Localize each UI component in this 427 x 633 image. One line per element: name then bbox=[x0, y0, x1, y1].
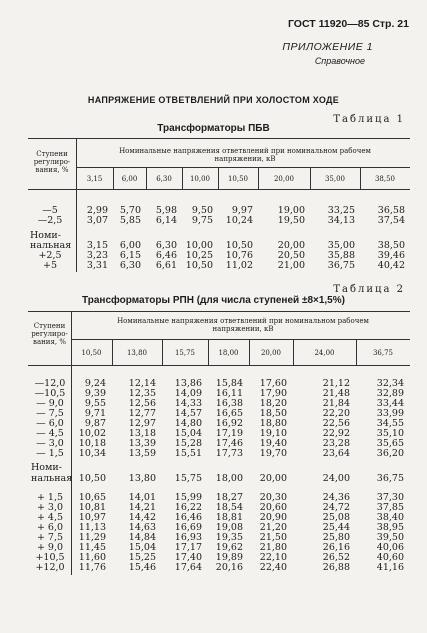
table2-row-label: + 6,0 bbox=[36, 522, 64, 533]
table1-row-label: +5 bbox=[42, 260, 57, 271]
table2-cell: 35,10 bbox=[376, 428, 404, 439]
table2-cell: 38,40 bbox=[376, 512, 404, 523]
table2-cell: 16,93 bbox=[174, 532, 202, 543]
table2-cell: 16,69 bbox=[174, 522, 202, 533]
table2-cell: 10,18 bbox=[78, 438, 106, 449]
table1-column-header: 38,50 bbox=[374, 175, 396, 183]
table2-column-header: 10,50 bbox=[81, 349, 102, 357]
table1-row-label: Номи- bbox=[30, 230, 61, 241]
table1-cell: 6,46 bbox=[155, 250, 177, 261]
table1-row-label: +2,5 bbox=[38, 250, 62, 261]
table1-cell: 10,50 bbox=[185, 260, 213, 271]
table2-cell: 18,00 bbox=[215, 473, 243, 484]
table2-cell: 17,73 bbox=[215, 448, 243, 459]
table2-cell: 12,14 bbox=[128, 378, 156, 389]
table2-cell: 17,60 bbox=[259, 378, 287, 389]
table2-cell: 21,84 bbox=[322, 398, 350, 409]
table2-cell: 36,75 bbox=[376, 473, 404, 484]
table1-cell: 2,99 bbox=[86, 205, 108, 216]
table2-cell: 22,10 bbox=[259, 552, 287, 563]
table2-cell: 18,20 bbox=[259, 398, 287, 409]
table1-row-label: —2,5 bbox=[37, 215, 63, 226]
table1-span-header: Номинальные напряжения ответвлений при номинальном рабочем напряжении, кВ bbox=[119, 147, 371, 163]
table2-row-label: + 1,5 bbox=[36, 492, 64, 503]
table2-label: Таблица 2 bbox=[333, 284, 405, 295]
table2-cell: 32,34 bbox=[376, 378, 404, 389]
table2-title: Трансформаторы РПН (для числа ступеней ±8×1,5%) bbox=[82, 295, 345, 306]
table2-cell: 14,21 bbox=[128, 502, 156, 513]
table2-cell: 20,60 bbox=[259, 502, 287, 513]
table2-row-label: + 9,0 bbox=[36, 542, 64, 553]
table2-cell: 13,59 bbox=[128, 448, 156, 459]
table2-cell: 13,39 bbox=[128, 438, 156, 449]
table2-cell: 16,46 bbox=[174, 512, 202, 523]
table2-cell: 17,17 bbox=[174, 542, 202, 553]
table2-cell: 34,55 bbox=[376, 418, 404, 429]
table1-row-header: Ступени регулиро- вания, % bbox=[33, 150, 71, 174]
table1-cell: 34,13 bbox=[327, 215, 355, 226]
table2-cell: 12,77 bbox=[128, 408, 156, 419]
table1-title: Трансформаторы ПБВ bbox=[157, 123, 270, 134]
table1-cell: 6,14 bbox=[155, 215, 177, 226]
table2-cell: 10,02 bbox=[78, 428, 106, 439]
table2-cell: 14,01 bbox=[128, 492, 156, 503]
table2-cell: 26,52 bbox=[322, 552, 350, 563]
table2-cell: 25,44 bbox=[322, 522, 350, 533]
table2-cell: 11,76 bbox=[78, 562, 106, 573]
table2-cell: 18,54 bbox=[215, 502, 243, 513]
table2-cell: 15,28 bbox=[174, 438, 202, 449]
table1-cell: 6,30 bbox=[119, 260, 141, 271]
table2-cell: 11,13 bbox=[78, 522, 106, 533]
table2-column-header: 24,00 bbox=[314, 349, 335, 357]
table2-cell: 13,18 bbox=[128, 428, 156, 439]
table2-row-label: — 4,5 bbox=[36, 428, 64, 439]
table2-cell: 23,64 bbox=[322, 448, 350, 459]
table2-cell: 13,80 bbox=[128, 473, 156, 484]
table1-label: Таблица 1 bbox=[333, 114, 405, 125]
table1-cell: 20,50 bbox=[277, 250, 305, 261]
table2-cell: 20,90 bbox=[259, 512, 287, 523]
table2-cell: 22,40 bbox=[259, 562, 287, 573]
table2-cell: 22,92 bbox=[322, 428, 350, 439]
table2-cell: 11,45 bbox=[78, 542, 106, 553]
table2-cell: 15,84 bbox=[215, 378, 243, 389]
table2-cell: 15,75 bbox=[174, 473, 202, 484]
table2-cell: 24,72 bbox=[322, 502, 350, 513]
table1-cell: 19,00 bbox=[277, 205, 305, 216]
table2-cell: 21,80 bbox=[259, 542, 287, 553]
table1-column-header: 3,15 bbox=[86, 175, 103, 183]
table1-cell: 3,31 bbox=[86, 260, 108, 271]
table2-cell: 21,12 bbox=[322, 378, 350, 389]
table2-cell: 14,33 bbox=[174, 398, 202, 409]
table2-cell: 20,30 bbox=[259, 492, 287, 503]
table1-cell: 36,75 bbox=[327, 260, 355, 271]
table2-cell: 17,90 bbox=[259, 388, 287, 399]
table2-cell: 10,65 bbox=[78, 492, 106, 503]
table2-row-label: — 7,5 bbox=[36, 408, 64, 419]
table2-cell: 23,28 bbox=[322, 438, 350, 449]
table1-cell: 19,50 bbox=[277, 215, 305, 226]
table2-cell: 10,97 bbox=[78, 512, 106, 523]
table2-row-label: Номи- bbox=[31, 462, 62, 473]
table2-cell: 40,06 bbox=[376, 542, 404, 553]
table2-cell: 10,50 bbox=[78, 473, 106, 484]
table2-cell: 12,56 bbox=[128, 398, 156, 409]
table2-row-header: Ступени регулиро- вания, % bbox=[31, 322, 68, 346]
table2-cell: 25,08 bbox=[322, 512, 350, 523]
table2-cell: 26,88 bbox=[322, 562, 350, 573]
table2-cell: 16,11 bbox=[215, 388, 243, 399]
table2-cell: 22,56 bbox=[322, 418, 350, 429]
table1-cell: 35,00 bbox=[327, 240, 355, 251]
table2-cell: 40,60 bbox=[376, 552, 404, 563]
table1-cell: 35,88 bbox=[327, 250, 355, 261]
table1-cell: 5,98 bbox=[155, 205, 177, 216]
table2-cell: 24,36 bbox=[322, 492, 350, 503]
table2-cell: 16,22 bbox=[174, 502, 202, 513]
table2-cell: 18,27 bbox=[215, 492, 243, 503]
table2-cell: 9,24 bbox=[84, 378, 106, 389]
table2-row-label: +10,5 bbox=[35, 552, 65, 563]
table2-cell: 14,84 bbox=[128, 532, 156, 543]
table1-cell: 9,50 bbox=[191, 205, 213, 216]
table1-cell: 20,00 bbox=[277, 240, 305, 251]
table2-cell: 19,40 bbox=[259, 438, 287, 449]
table2-row-label: +12,0 bbox=[35, 562, 65, 573]
table2-row-label: — 3,0 bbox=[36, 438, 64, 449]
main-title: НАПРЯЖЕНИЕ ОТВЕТВЛЕНИЙ ПРИ ХОЛОСТОМ ХОДЕ bbox=[87, 95, 340, 105]
table2-cell: 15,46 bbox=[128, 562, 156, 573]
table1-column-header: 35,00 bbox=[324, 175, 346, 183]
table2-row-label: —12,0 bbox=[34, 378, 66, 389]
table2-row-label: нальная bbox=[31, 473, 73, 484]
table2-cell: 20,00 bbox=[259, 473, 287, 484]
table2-cell: 15,04 bbox=[174, 428, 202, 439]
table2-column-header: 36,75 bbox=[372, 349, 394, 357]
table1-cell: 21,00 bbox=[277, 260, 305, 271]
table1-cell: 39,46 bbox=[377, 250, 405, 261]
table1-cell: 6,61 bbox=[155, 260, 177, 271]
table1-column-header: 20,00 bbox=[273, 175, 295, 183]
table2-cell: 16,92 bbox=[215, 418, 243, 429]
table2-cell: 11,29 bbox=[78, 532, 106, 543]
table2-cell: 33,44 bbox=[376, 398, 404, 409]
table2-cell: 19,70 bbox=[259, 448, 287, 459]
table1-cell: 3,23 bbox=[86, 250, 108, 261]
table1-cell: 36,58 bbox=[377, 205, 405, 216]
table2-cell: 16,38 bbox=[215, 398, 243, 409]
table2-cell: 32,89 bbox=[376, 388, 404, 399]
table2-row-label: —10,5 bbox=[34, 388, 66, 399]
table2-cell: 14,42 bbox=[128, 512, 156, 523]
table2-cell: 16,65 bbox=[215, 408, 243, 419]
table2-cell: 37,30 bbox=[376, 492, 404, 503]
table1-cell: 9,75 bbox=[191, 215, 213, 226]
table2-cell: 21,50 bbox=[259, 532, 287, 543]
table2-cell: 17,40 bbox=[174, 552, 202, 563]
table2-column-header: 18,00 bbox=[218, 349, 239, 357]
table1-cell: 10,25 bbox=[185, 250, 213, 261]
table2-cell: 26,16 bbox=[322, 542, 350, 553]
table2-cell: 38,95 bbox=[376, 522, 404, 533]
table2-cell: 19,89 bbox=[215, 552, 243, 563]
table1-row-label: нальная bbox=[30, 240, 72, 251]
table2-cell: 21,20 bbox=[259, 522, 287, 533]
appendix-title: ПРИЛОЖЕНИЕ 1 bbox=[282, 41, 373, 53]
table2-cell: 25,80 bbox=[322, 532, 350, 543]
table1-cell: 10,76 bbox=[225, 250, 253, 261]
table2-cell: 22,20 bbox=[322, 408, 350, 419]
table2-column-header: 20,00 bbox=[260, 349, 282, 357]
table2-cell: 21,48 bbox=[322, 388, 350, 399]
table1-cell: 5,85 bbox=[119, 215, 141, 226]
table2-cell: 13,86 bbox=[174, 378, 202, 389]
table2-cell: 9,87 bbox=[84, 418, 106, 429]
table1-cell: 5,70 bbox=[119, 205, 141, 216]
table2-cell: 12,97 bbox=[128, 418, 156, 429]
table2-cell: 19,62 bbox=[215, 542, 243, 553]
table2-cell: 14,57 bbox=[174, 408, 202, 419]
table1-cell: 40,42 bbox=[377, 260, 405, 271]
table2-cell: 36,20 bbox=[376, 448, 404, 459]
table1-cell: 10,50 bbox=[225, 240, 253, 251]
table2-cell: 19,08 bbox=[215, 522, 243, 533]
table1-cell: 3,07 bbox=[86, 215, 108, 226]
table2-column-header: 15,75 bbox=[174, 349, 196, 357]
table2-cell: 41,16 bbox=[376, 562, 404, 573]
table1-row-label: —5 bbox=[42, 205, 58, 216]
table2-cell: 9,39 bbox=[84, 388, 106, 399]
table1-cell: 33,25 bbox=[327, 205, 355, 216]
table2-cell: 20,16 bbox=[215, 562, 243, 573]
table2-cell: 15,99 bbox=[174, 492, 202, 503]
table2-cell: 11,60 bbox=[78, 552, 106, 563]
table2-cell: 24,00 bbox=[322, 473, 350, 484]
table1-cell: 11,02 bbox=[225, 260, 253, 271]
table2-row-label: — 6,0 bbox=[36, 418, 64, 429]
table2-span-header: Номинальные напряжения ответвлений при номинальном рабочем напряжении, кВ bbox=[117, 317, 369, 333]
table2-row-label: + 3,0 bbox=[36, 502, 64, 513]
table1-cell: 6,15 bbox=[119, 250, 141, 261]
table1-cell: 38,50 bbox=[377, 240, 405, 251]
table2-cell: 37,85 bbox=[376, 502, 404, 513]
table2-cell: 10,34 bbox=[78, 448, 106, 459]
table2-cell: 12,35 bbox=[128, 388, 156, 399]
table2-column-header: 13,80 bbox=[126, 349, 148, 357]
table2-cell: 9,71 bbox=[84, 408, 106, 419]
table2-cell: 19,35 bbox=[215, 532, 243, 543]
table2-cell: 15,51 bbox=[174, 448, 202, 459]
table1-column-header: 10,50 bbox=[227, 175, 249, 183]
table2-cell: 35,65 bbox=[376, 438, 404, 449]
table2-cell: 14,80 bbox=[174, 418, 202, 429]
table2-row-label: — 1,5 bbox=[36, 448, 64, 459]
table2-cell: 17,64 bbox=[174, 562, 202, 573]
table2-cell: 18,81 bbox=[215, 512, 243, 523]
appendix-subtitle: Справочное bbox=[314, 56, 365, 66]
table2-cell: 15,04 bbox=[128, 542, 156, 553]
table2-row-label: — 9,0 bbox=[36, 398, 64, 409]
table2-cell: 39,50 bbox=[376, 532, 404, 543]
table1-column-header: 10,00 bbox=[189, 175, 211, 183]
table2-cell: 18,50 bbox=[259, 408, 287, 419]
page-header: ГОСТ 11920—85 Стр. 21 bbox=[287, 18, 409, 30]
table1-cell: 10,24 bbox=[225, 215, 253, 226]
table1-cell: 6,30 bbox=[155, 240, 177, 251]
table1-cell: 6,00 bbox=[119, 240, 141, 251]
table2-cell: 33,99 bbox=[376, 408, 404, 419]
table2-row-label: + 7,5 bbox=[36, 532, 64, 543]
table2-cell: 17,19 bbox=[215, 428, 243, 439]
table2-cell: 18,80 bbox=[259, 418, 287, 429]
table2-cell: 9,55 bbox=[84, 398, 106, 409]
table2-cell: 10,81 bbox=[78, 502, 106, 513]
table1-cell: 37,54 bbox=[377, 215, 405, 226]
table2-cell: 15,25 bbox=[128, 552, 156, 563]
table1-cell: 10,00 bbox=[185, 240, 213, 251]
table1-column-header: 6,30 bbox=[156, 175, 172, 183]
table1-cell: 9,97 bbox=[231, 205, 253, 216]
table2-row-label: + 4,5 bbox=[36, 512, 64, 523]
table2-cell: 14,63 bbox=[128, 522, 156, 533]
table2-cell: 14,09 bbox=[174, 388, 202, 399]
table2-cell: 19,10 bbox=[259, 428, 287, 439]
table2-cell: 17,46 bbox=[215, 438, 243, 449]
table1-column-header: 6,00 bbox=[121, 175, 138, 183]
table1-cell: 3,15 bbox=[86, 240, 108, 251]
